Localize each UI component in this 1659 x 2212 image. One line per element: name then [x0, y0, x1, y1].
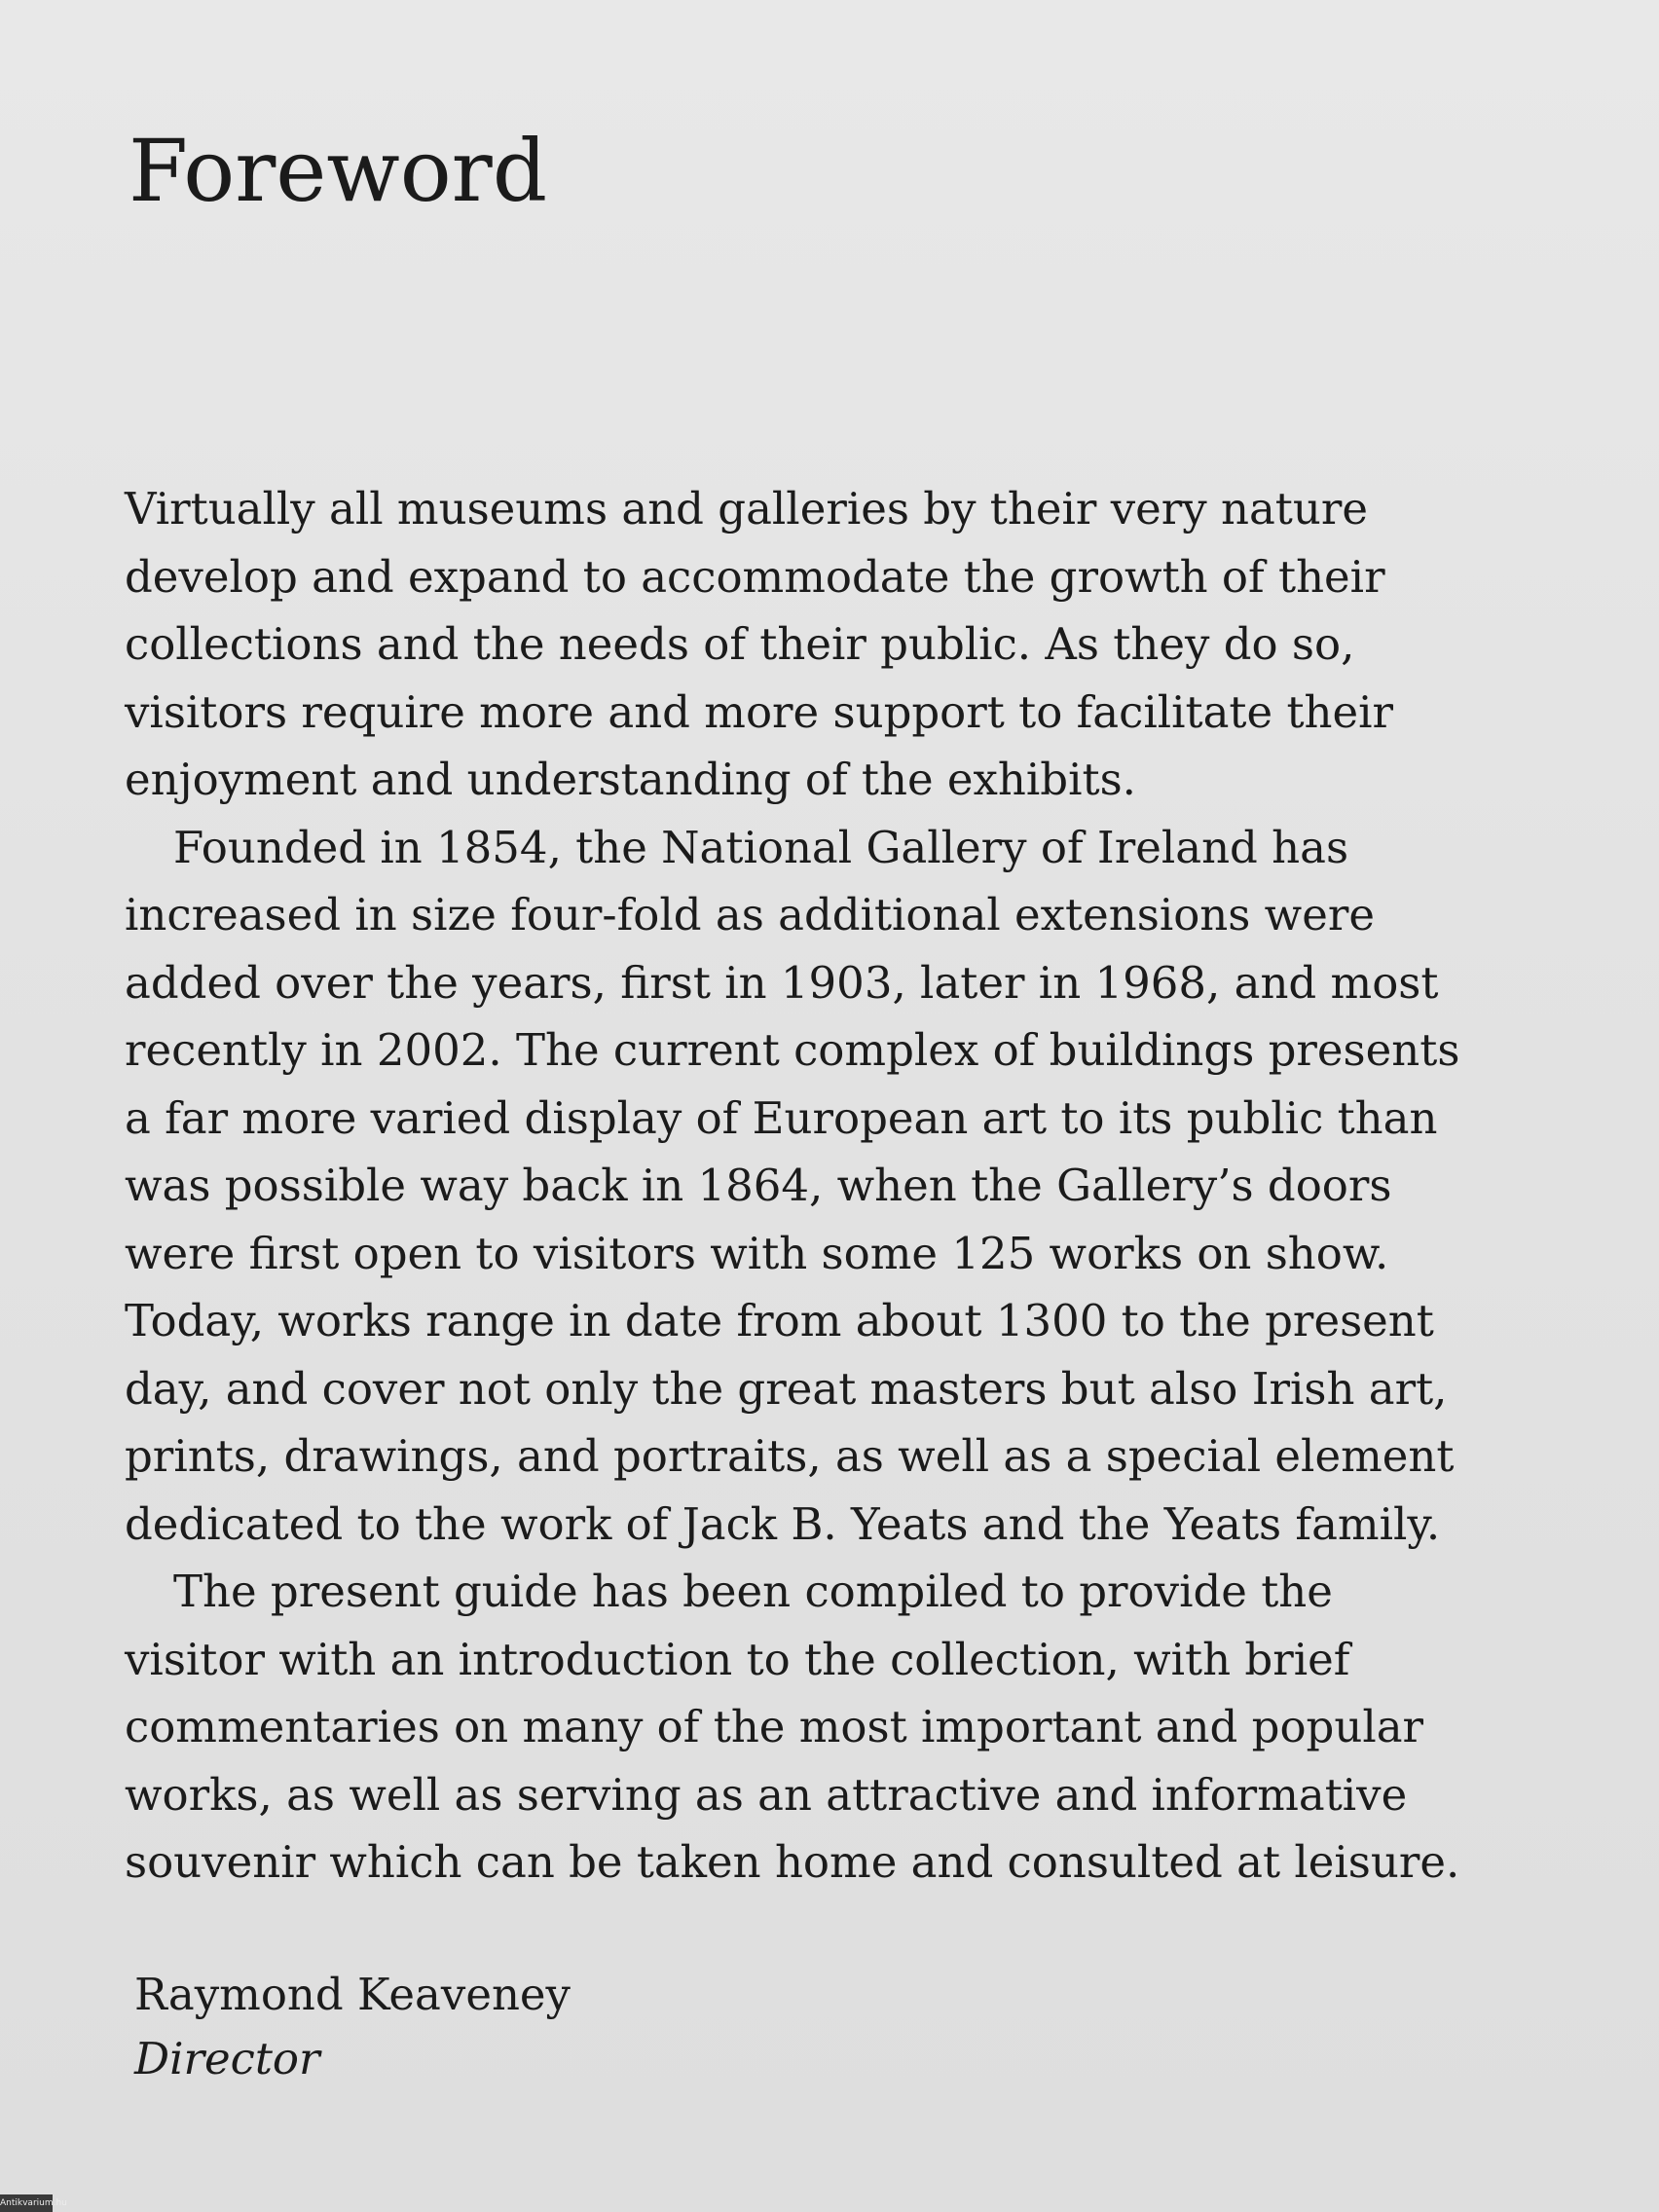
- page-title: Foreword: [129, 121, 548, 221]
- paragraph-2-line: increased in size four-fold as additional extensions were: [125, 889, 1375, 940]
- foreword-body: [125, 475, 1546, 1897]
- signature-block: [134, 1963, 571, 2091]
- paragraph-1-line: enjoyment and understanding of the exhibits.: [125, 754, 1136, 805]
- paragraph-2-line: prints, drawings, and portraits, as well as a special element: [125, 1430, 1455, 1482]
- paragraph-2-line: Today, works range in date from about 1300 to the present: [125, 1295, 1434, 1346]
- paragraph-3-line: visitor with an introduction to the collection, with brief: [125, 1633, 1350, 1685]
- paragraph-1-line: collections and the needs of their public. As they do so,: [125, 618, 1355, 670]
- signature-title: Director: [134, 2033, 320, 2084]
- paragraph-2-line: a far more varied display of European art to its public than: [125, 1091, 1438, 1144]
- paragraph-1-line: Virtually all museums and galleries by their very nature: [125, 483, 1369, 535]
- paragraph-1-line: develop and expand to accommodate the growth of their: [125, 550, 1385, 603]
- paragraph-3-line: The present guide has been compiled to provide the: [173, 1566, 1333, 1617]
- paragraph-3-line: souvenir which can be taken home and consulted at leisure.: [125, 1836, 1460, 1888]
- paragraph-2-line: Founded in 1854, the National Gallery of Ireland has: [173, 821, 1349, 873]
- paragraph-3-line: commentaries on many of the most important and popular: [125, 1701, 1424, 1752]
- paragraph-2-line: dedicated to the work of Jack B. Yeats and the Yeats family.: [125, 1497, 1441, 1550]
- paragraph-1-line: visitors require more and more support to facilitate their: [125, 685, 1394, 738]
- paragraph-2-line: day, and cover not only the great masters but also Irish art,: [125, 1362, 1448, 1415]
- paragraph-2-line: were first open to visitors with some 125 works on show.: [125, 1227, 1389, 1279]
- paragraph-2-line: added over the years, first in 1903, later in 1968, and most: [125, 956, 1439, 1009]
- paragraph-2-line: recently in 2002. The current complex of buildings presents: [125, 1024, 1460, 1076]
- paragraph-3-line: works, as well as serving as an attractive and informative: [125, 1768, 1408, 1821]
- paragraph-2-line: was possible way back in 1864, when the Gallery’s doors: [125, 1160, 1392, 1211]
- watermark-label: Antikvarium.hu: [0, 2194, 53, 2212]
- signature-name: Raymond Keaveney: [134, 1969, 571, 2020]
